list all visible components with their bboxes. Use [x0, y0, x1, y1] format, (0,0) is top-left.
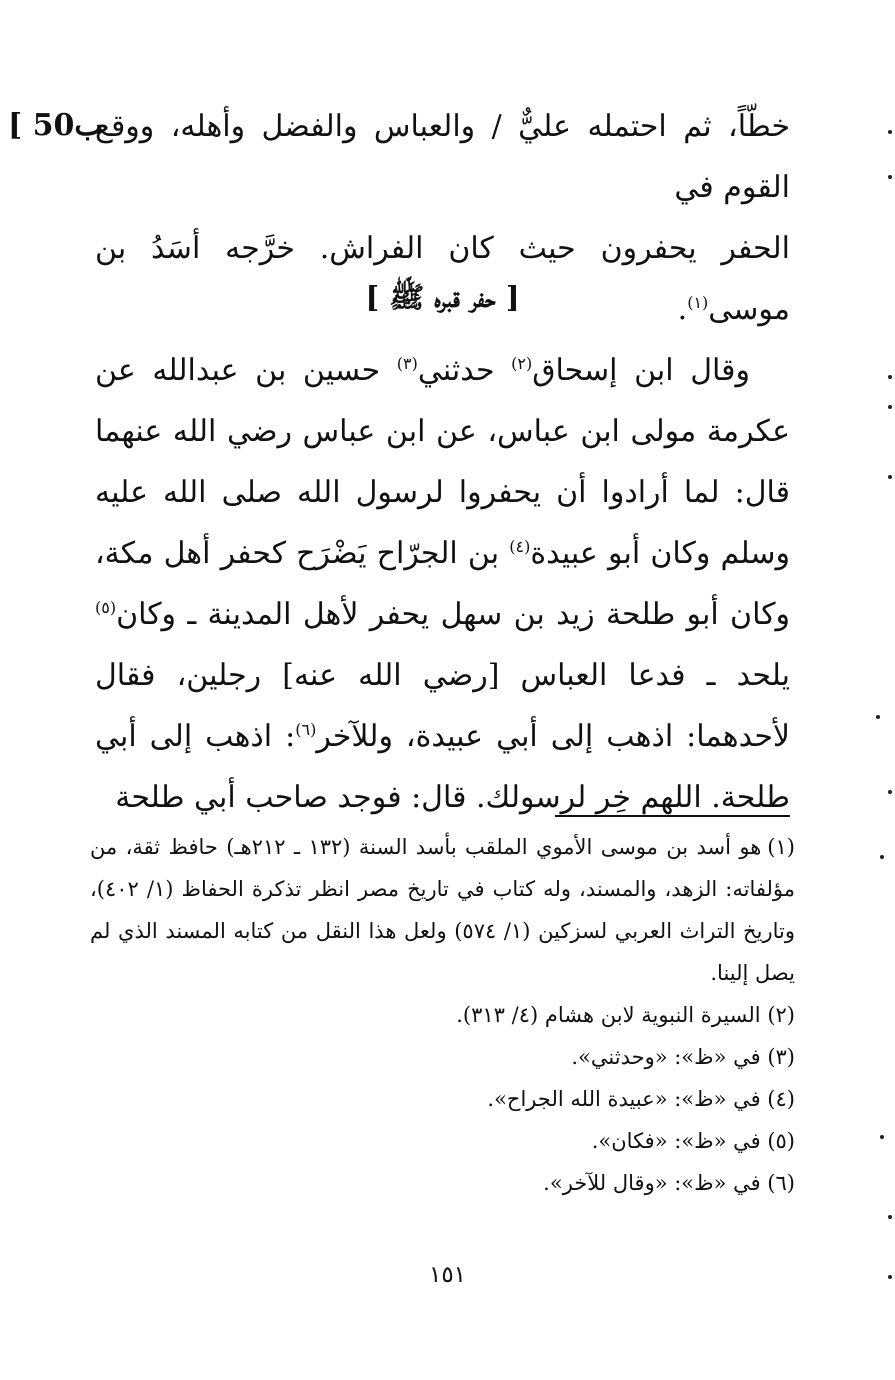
- footnote-separator: [555, 815, 790, 817]
- scan-edge-mark: [888, 1215, 892, 1219]
- section-heading: [ حفر قبره ﷺ ]: [365, 280, 520, 314]
- scan-edge-mark: [888, 790, 892, 794]
- text-run: حدثني: [417, 353, 512, 388]
- footnote-ref-2[interactable]: (٢): [511, 354, 533, 373]
- scan-edge-mark: [888, 475, 892, 479]
- text-run: يلحد ـ فدعا العباس [رضي الله عنه] رجلين، فقال لأحدهما: اذهب إلى أبي عبيدة، وللآخر: [95, 658, 790, 754]
- margin-folio-note: [ 50ب: [8, 108, 103, 143]
- text-run: بن الجرّاح يَضْرَح كحفر أهل مكة، وكان أبو طلحة زيد بن سهل يحفر لأهل المدينة ـ وكان: [95, 536, 790, 632]
- paragraph-intro-line1: خطّاً، ثم احتمله عليٌّ / والعباس والفضل وأهله، ووقع القوم في: [95, 109, 790, 205]
- page-number: ١٥١: [428, 1262, 467, 1288]
- text-run: : اذهب إلى أبي طلحة. اللهم خِر لرسولك. قال: فوجد صاحب أبي طلحة: [95, 719, 790, 815]
- scan-edge-mark: [876, 715, 880, 719]
- text-run: حسين بن عبدالله عن عكرمة مولى ابن عباس، عن ابن عباس رضي الله عنهما قال: لما أرادوا أن يحفروا لرسول الله صلى الله عليه وسلم وكان أبو عبيدة: [95, 353, 790, 571]
- footnote-text: هو أسد بن موسى الأموي الملقب بأسد السنة (١٣٢ ـ ٢١٢هـ) حافظ ثقة، من مؤلفاته: الزهد، والمسند، وله كتاب في تاريخ مصر انظر تذكرة الحفاظ (١/ ٤٠٢)، وتاريخ التراث العربي لسزكين (١/ ٥٧٤) ولعل هذا النقل من كتابه المسند الذي لم يصل إلينا.: [90, 835, 795, 985]
- footnote-ref-5[interactable]: (٥): [95, 598, 117, 617]
- scan-edge-mark: [880, 855, 884, 859]
- scan-edge-mark: [888, 375, 892, 379]
- footnote-ref-3[interactable]: (٣): [396, 354, 418, 373]
- paragraph-main: [95, 340, 790, 828]
- footnote-ref-1[interactable]: (١): [687, 293, 709, 312]
- scan-edge-mark: [880, 1135, 884, 1139]
- scan-edge-mark: [888, 130, 892, 134]
- footnote-ref-6[interactable]: (٦): [295, 720, 317, 739]
- footnote-6: (٦) في «ظ»: «وقال للآخر».: [543, 1171, 795, 1195]
- footnote-4: (٤) في «ظ»: «عبيدة الله الجراح».: [487, 1087, 795, 1111]
- text-run: .: [677, 292, 688, 327]
- text-run: الحفر يحفرون حيث كان الفراش. خرَّجه أسَدُ بن موسى: [95, 231, 790, 327]
- footnote-number: (١): [767, 835, 795, 859]
- footnote-5: (٥) في «ظ»: «فكان».: [591, 1129, 795, 1153]
- scan-edge-mark: [888, 405, 892, 409]
- footnote-ref-4[interactable]: (٤): [509, 537, 531, 556]
- text-run: وقال ابن إسحاق: [532, 353, 750, 388]
- scan-edge-mark: [888, 175, 892, 179]
- footnote-1: [90, 826, 795, 994]
- footnote-2: (٢) السيرة النبوية لابن هشام (٤/ ٣١٣).: [456, 1003, 795, 1027]
- footnotes-block: [90, 826, 795, 1204]
- footnote-3: (٣) في «ظ»: «وحدثني».: [571, 1045, 795, 1069]
